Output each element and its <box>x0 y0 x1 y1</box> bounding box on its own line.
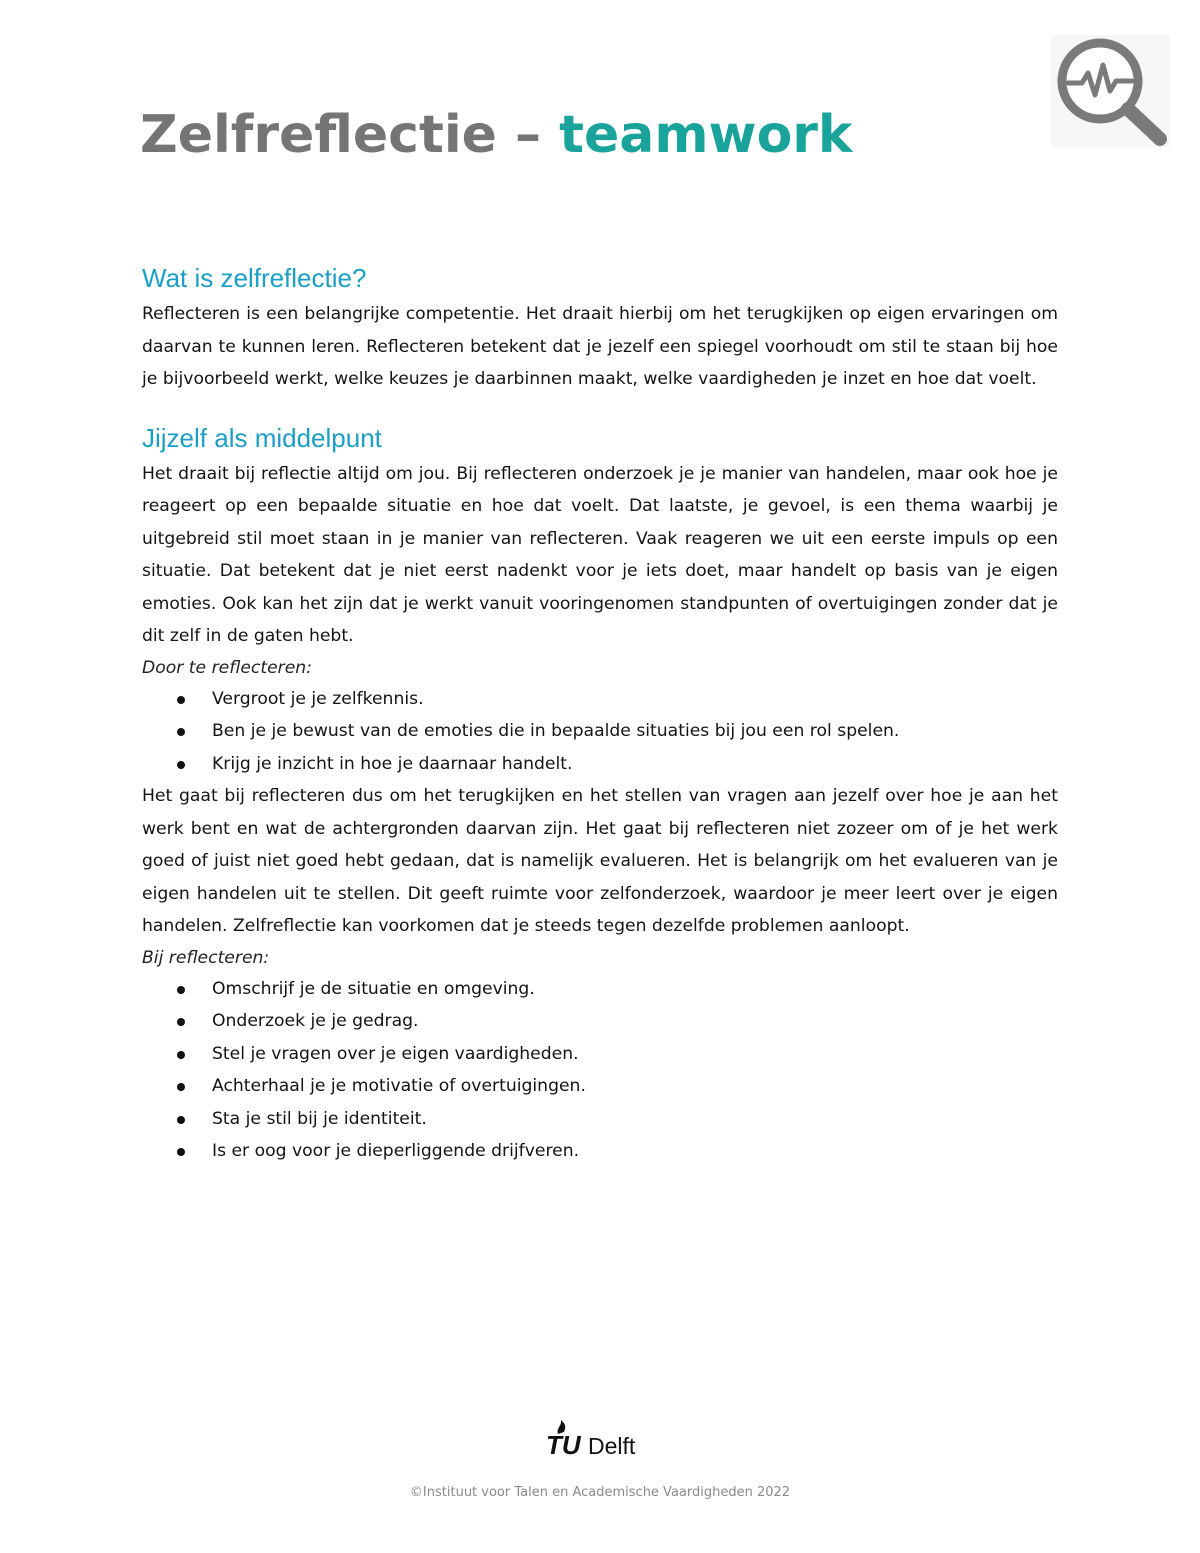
bullet-icon <box>177 1051 185 1059</box>
paragraph-wat-is: Reflecteren is een belangrijke competentie. Het draait hierbij om het terugkijken op eigen ervaringen om daarvan te kunnen leren. Reflecteren betekent dat je jezelf een spiegel voorhoudt om stil te staan bij hoe je bijvoorbeeld werkt, welke keuzes je daarbinnen maakt, welke vaardigheden je inzet en hoe dat voelt. <box>142 304 1058 389</box>
list-item-text: Achterhaal je je motivatie of overtuigingen. <box>212 1076 586 1096</box>
bullet-icon <box>177 696 185 704</box>
list-item <box>142 973 1058 1006</box>
bullet-icon <box>177 1148 185 1156</box>
list-item <box>142 1005 1058 1038</box>
list-item <box>142 1103 1058 1136</box>
list-item-text: Krijg je inzicht in hoe je daarnaar handelt. <box>212 753 573 774</box>
list-item <box>142 683 1058 716</box>
list-door-te-reflecteren <box>142 683 1058 781</box>
list-item <box>142 1038 1058 1071</box>
magnifier-pulse-icon <box>1050 35 1170 147</box>
title-accent: teamwork <box>559 105 853 165</box>
list-item-text: Stel je vragen over je eigen vaardigheden. <box>212 1043 579 1064</box>
tudelft-logo-name: Delft <box>588 1433 636 1459</box>
bullet-icon <box>177 728 185 736</box>
bullet-icon <box>177 1083 185 1091</box>
list-item-text: Sta je stil bij je identiteit. <box>212 1108 427 1129</box>
list-item <box>142 748 1058 781</box>
paragraph-middelpunt: Het draait bij reflectie altijd om jou. Bij reflecteren onderzoek je je manier van handelen, maar ook hoe je reageert op een bepaalde situatie en hoe dat voelt. Dat laatste, je gevoel, is een thema waarbij je uitgebreid stil moet staan in je manier van reflecteren. Vaak reageren we uit een eerste impuls op een situatie. Dat betekent dat je niet eerst nadenkt voor je iets doet, maar handelt op basis van je eigen emoties. Ook kan het zijn dat je werkt vanuit vooringenomen standpunten of overtuigingen zonder dat je dit zelf in de gaten hebt. <box>142 463 1058 646</box>
lead-bij-reflecteren: Bij reflecteren: <box>142 947 270 968</box>
paragraph-terugkijken: Het gaat bij reflecteren dus om het terugkijken en het stellen van vragen aan jezelf over hoe je aan het werk bent en wat de achtergronden daarvan zijn. Het gaat bij reflecteren niet zozeer om of je het werk goed of juist niet goed hebt gedaan, dat is namelijk evalueren. Het is belangrijk om het evalueren van je eigen handelen uit te stellen. Dit geeft ruimte voor zelfonderzoek, waardoor je meer leert over je eigen handelen. Zelfreflectie kan voorkomen dat je steeds tegen dezelfde problemen aanloopt. <box>142 786 1058 936</box>
bullet-icon <box>177 761 185 769</box>
tudelft-logo-tu: TU <box>546 1430 581 1460</box>
title-main: Zelfreflectie – <box>140 105 560 165</box>
list-item <box>142 1135 1058 1168</box>
list-item-text: Ben je je bewust van de emoties die in bepaalde situaties bij jou een rol spelen. <box>212 721 900 741</box>
bullet-icon <box>177 986 185 994</box>
list-bij-reflecteren <box>142 973 1058 1168</box>
list-item-text: Is er oog voor je dieperliggende drijfveren. <box>212 1141 580 1161</box>
lead-door-te-reflecteren: Door te reflecteren: <box>142 657 312 678</box>
bullet-icon <box>177 1116 185 1124</box>
list-item-text: Onderzoek je je gedrag. <box>212 1011 419 1031</box>
document-body <box>142 258 1058 1168</box>
list-item <box>142 1070 1058 1103</box>
heading-jijzelf-als-middelpunt: Jijzelf als middelpunt <box>142 422 382 453</box>
footer-copyright: ©Instituut voor Talen en Academische Vaardigheden 2022 <box>409 1485 791 1500</box>
list-item-text: Omschrijf je de situatie en omgeving. <box>212 978 535 999</box>
bullet-icon <box>177 1018 185 1026</box>
heading-wat-is-zelfreflectie: Wat is zelfreflectie? <box>142 263 367 293</box>
list-item-text: Vergroot je je zelfkennis. <box>212 688 424 709</box>
page-title <box>140 103 853 167</box>
list-item <box>142 715 1058 748</box>
